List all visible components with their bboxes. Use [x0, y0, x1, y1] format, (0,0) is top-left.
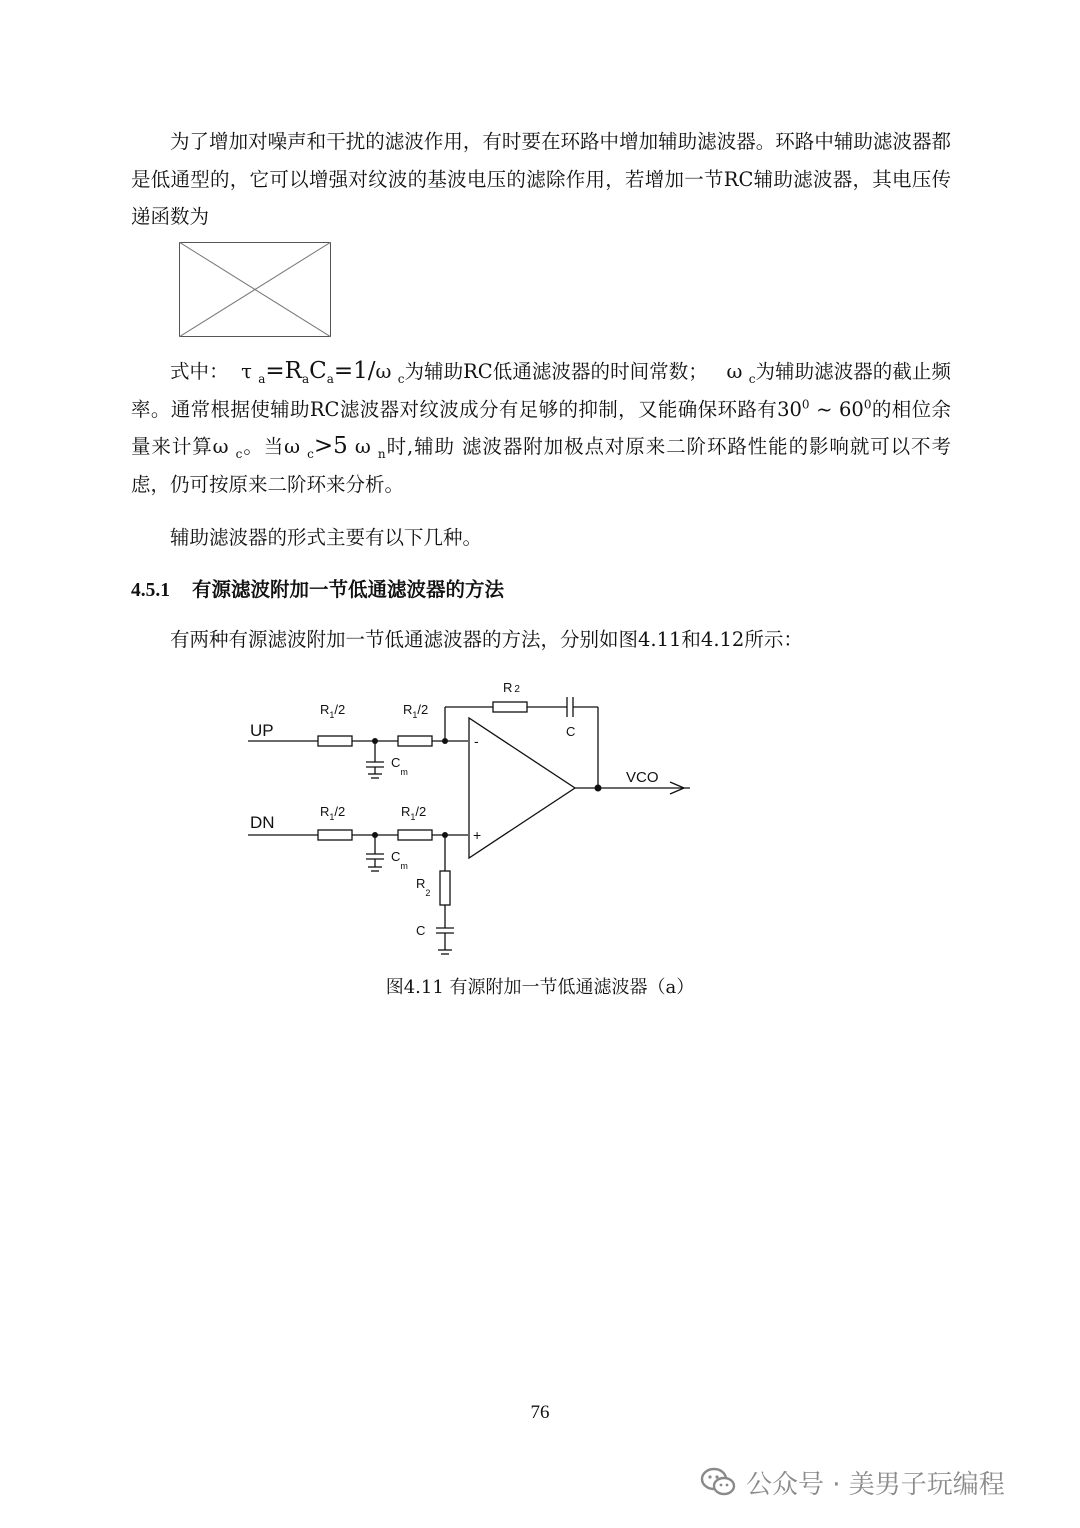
label-dn: DN — [250, 813, 275, 832]
label-r1-dn-a: $R_1/2$ — [320, 804, 346, 822]
watermark — [700, 1462, 1005, 1502]
section-heading — [131, 572, 504, 609]
label-minus: - — [474, 733, 479, 749]
forms-paragraph: 辅助滤波器的形式主要有以下几种。 — [170, 526, 483, 549]
label-c-top: C — [566, 724, 576, 739]
label-r1-up-b: $R_1/2$ — [403, 702, 429, 720]
formula-image-placeholder — [179, 242, 331, 337]
label-plus: + — [473, 827, 482, 843]
figure-caption: 图4.11 有源附加一节低通滤波器（a） — [385, 977, 695, 998]
section-title: 有源滤波附加一节低通滤波器的方法 — [192, 578, 505, 601]
wechat-icon — [700, 1466, 736, 1498]
label-cm-up: $C_m$ — [391, 755, 408, 777]
watermark-text: 公众号 · 美男子玩编程 — [746, 1469, 1005, 1500]
label-r1-up-a: $R_1/2$ — [320, 702, 346, 720]
label-cm-dn: $C_m$ — [391, 849, 408, 871]
label-up: UP — [250, 721, 274, 740]
intro-paragraph: 为了增加对噪声和干扰的滤波作用，有时要在环路中增加辅助滤波器。环路中辅助滤波器都是低通型的，它可以增强对纹波的基波电压的滤除作用，若增加一节RC辅助滤波器，其电压传递函数为 — [131, 130, 951, 228]
label-vco: VCO — [626, 769, 659, 786]
label-r2-bottom: $R_2$ — [416, 876, 431, 898]
label-r1-dn-b: $R_1/2$ — [401, 804, 427, 822]
circuit-diagram — [240, 670, 710, 970]
section-number: 4.5.1 — [131, 580, 170, 601]
label-r2-top: R 2 — [503, 680, 520, 695]
formula-paragraph: 式中： τ $_a=R_aC_a=1/\omega$ $_c$为辅助RC低通滤波器的时间常数； ω $_c$为辅助滤波器的截止频率。通常根据使辅助RC滤波器对纹波成分有足够的抑制，又能确保环路有$30^0$ ~ $60^0$的相位余量来计算ω $_c$。当ω $_c$>5 ω $_n$时,辅助 滤波器附加极点对原来二阶环路性能的影响就可以不考虑，仍可按原来二阶环来分析。 — [131, 358, 951, 496]
page-number: 76 — [530, 1402, 550, 1423]
label-c-bottom: C — [416, 923, 426, 938]
methods-paragraph: 有两种有源滤波附加一节低通滤波器的方法，分别如图4.11和4.12所示： — [170, 628, 803, 651]
